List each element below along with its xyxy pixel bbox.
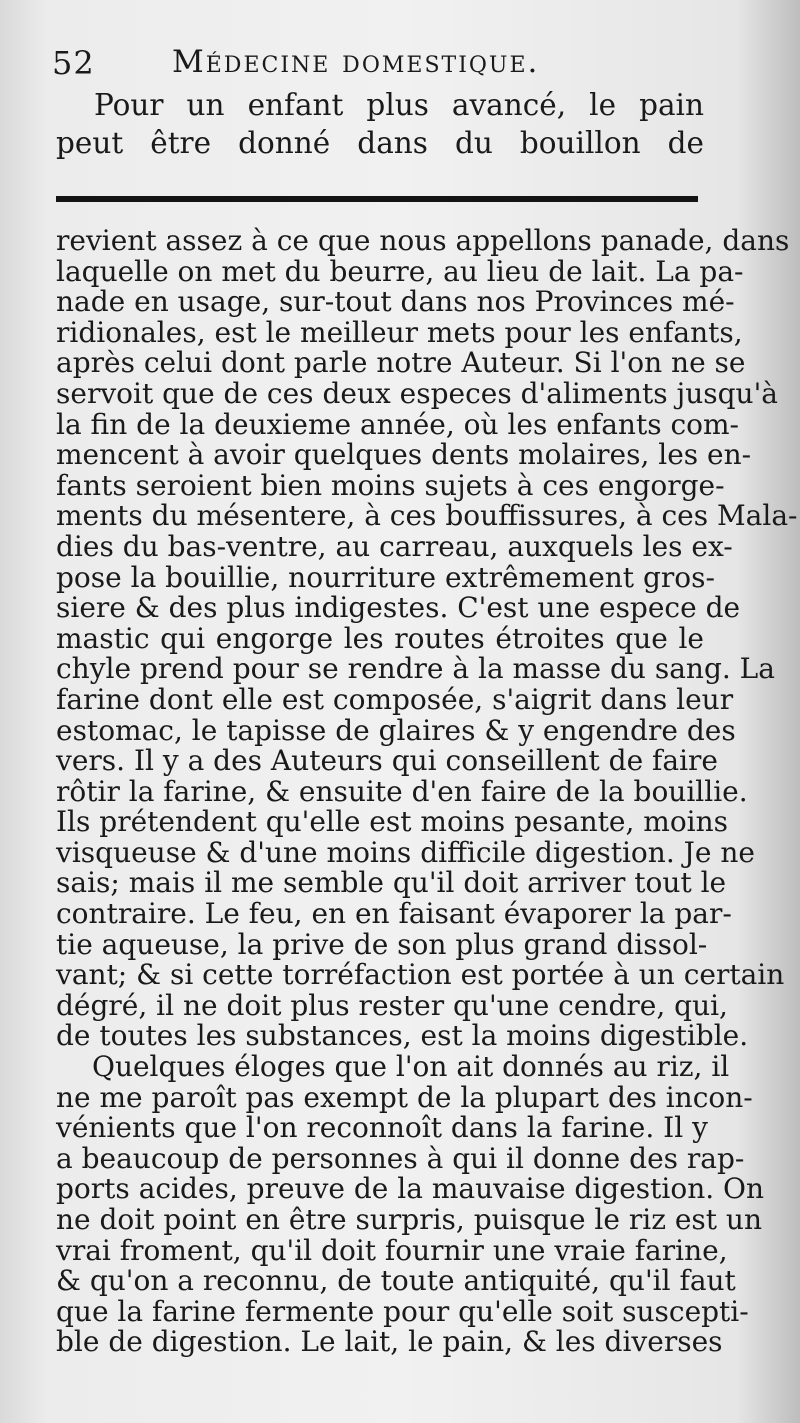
opening-paragraph — [56, 86, 704, 162]
text-line: sais; mais il me semble qu'il doit arriver tout le — [56, 866, 727, 900]
text-line: dies du bas-ventre, au carreau, auxquels les ex- — [56, 529, 733, 563]
text-line: a beaucoup de personnes à qui il donne des rap- — [56, 1141, 745, 1175]
text-line: ne me paroît pas exempt de la plupart des incon- — [56, 1080, 753, 1114]
text-line: que la farine fermente pour qu'elle soit suscepti- — [56, 1294, 749, 1328]
text-line: ridionales, est le meilleur mets pour les enfants, — [56, 315, 743, 349]
text-line: ne doit point en être surpris, puisque le riz est un — [56, 1203, 763, 1236]
text-line: tie aqueuse, la prive de son plus grand dissol- — [56, 927, 708, 961]
text-line: servoit que de ces deux especes d'aliments jusqu'à — [56, 376, 778, 410]
text-line: nade en usage, sur-tout dans nos Provinces mé- — [56, 285, 735, 319]
text-line: vénients que l'on reconnoît dans la farine. Il y — [56, 1111, 708, 1145]
text-line: Ils prétendent qu'elle est moins pesante, moins — [56, 805, 729, 839]
text-line: estomac, le tapisse de glaires & y engendre des — [56, 713, 736, 747]
text-line: Pour un enfant plus avancé, le pain — [94, 88, 704, 122]
text-line: pose la bouillie, nourriture extrêmement gros- — [56, 560, 715, 594]
text-line: vrai froment, qu'il doit fournir une vraie farine, — [56, 1233, 728, 1267]
page-number: 52 — [52, 44, 95, 82]
text-line: vers. Il y a des Auteurs qui conseillent de faire — [56, 744, 719, 778]
text-line: ble de digestion. Le lait, le pain, & les diverses — [56, 1325, 723, 1359]
text-line: vant; & si cette torréfaction est portée à un certain — [56, 958, 785, 992]
text-line: ments du mésentere, à ces bouffissures, à ces Mala- — [56, 499, 798, 533]
text-line: ports acides, preuve de la mauvaise digestion. On — [56, 1172, 765, 1206]
text-line: rôtir la farine, & ensuite d'en faire de la bouillie. — [56, 774, 748, 808]
text-line: fants seroient bien moins sujets à ces engorge- — [56, 468, 725, 502]
text-line: & qu'on a reconnu, de toute antiquité, qu'il faut — [56, 1264, 736, 1298]
text-line: peut être donné dans du bouillon de — [56, 126, 704, 160]
text-line: après celui dont parle notre Auteur. Si l'on ne se — [56, 346, 746, 380]
running-title: Médecine domestique. — [172, 44, 540, 80]
text-line: la fin de la deuxieme année, où les enfants com- — [56, 407, 740, 441]
text-line: farine dont elle est composée, s'aigrit dans leur — [56, 682, 734, 716]
horizontal-rule — [56, 196, 698, 202]
text-line: Quelques éloges que l'on ait donnés au riz, il — [92, 1050, 730, 1084]
text-line: dégré, il ne doit plus rester qu'une cendre, qui, — [56, 988, 728, 1022]
text-line: revient assez à ce que nous appellons panade, dans — [56, 224, 790, 257]
text-line: mencent à avoir quelques dents molaires, les en- — [56, 438, 752, 472]
text-line: mastic qui engorge les routes étroites que le — [56, 621, 704, 655]
text-line: contraire. Le feu, en en faisant évaporer la par- — [56, 897, 732, 931]
text-line: de toutes les substances, est la moins digestible. — [56, 1019, 749, 1053]
text-line: chyle prend pour se rendre à la masse du sang. La — [56, 652, 775, 686]
text-line: laquelle on met du beurre, au lieu de lait. La pa- — [56, 254, 744, 288]
footnote-text — [56, 224, 798, 1359]
text-line: visqueuse & d'une moins difficile digestion. Je ne — [56, 835, 755, 869]
text-line: siere & des plus indigestes. C'est une espece de — [56, 591, 741, 625]
